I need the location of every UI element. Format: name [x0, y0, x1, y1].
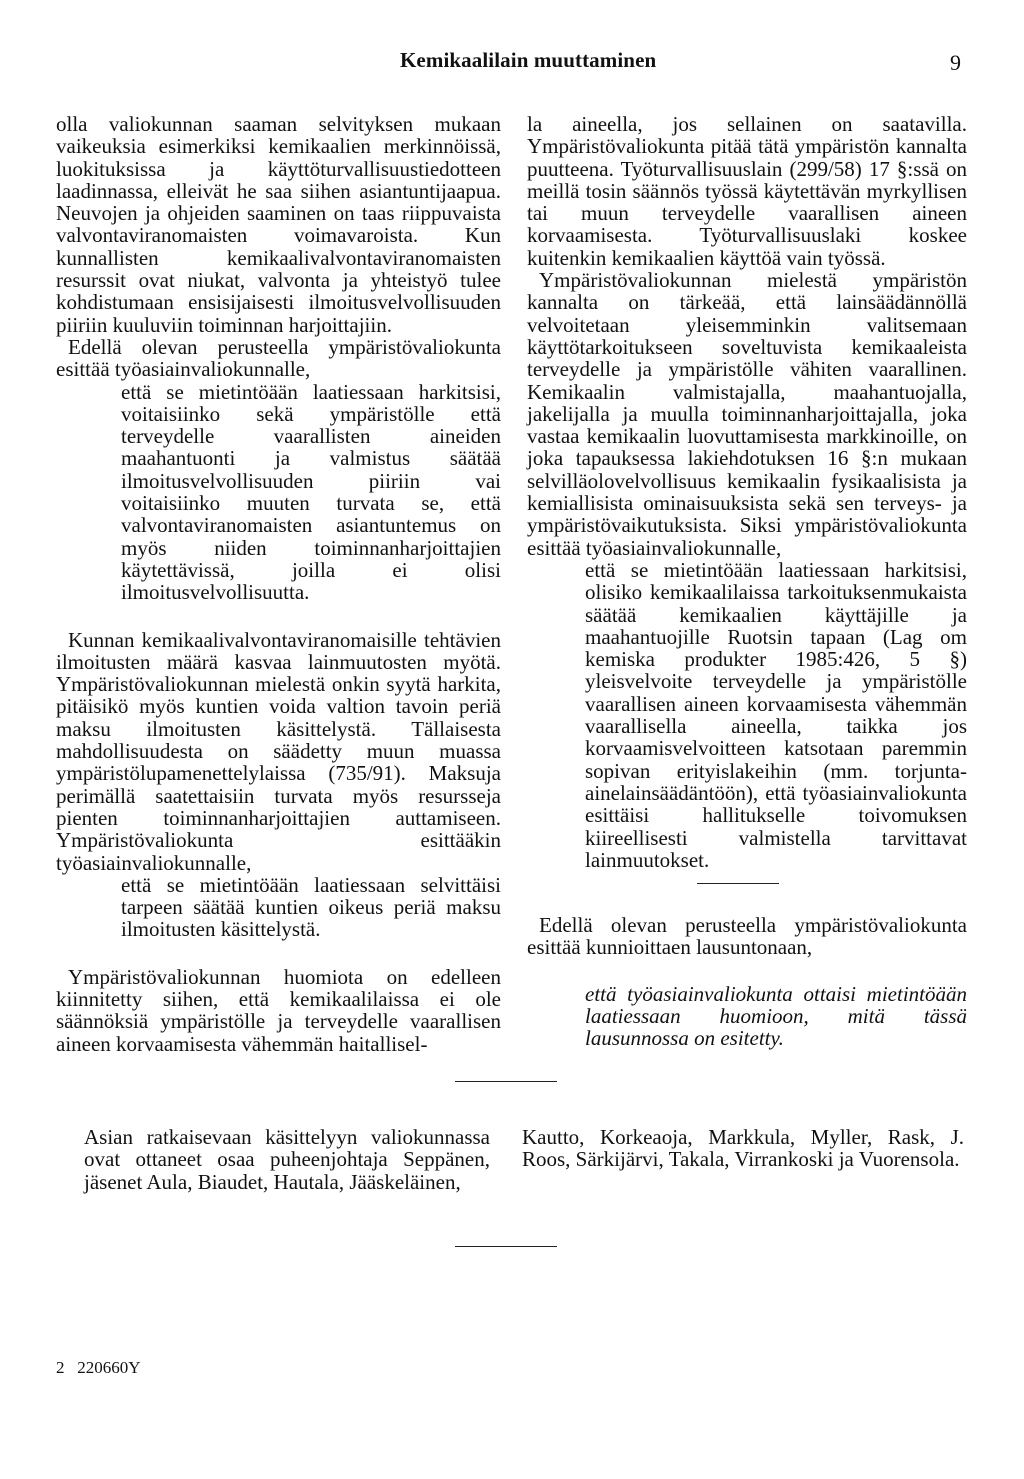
paragraph: Edellä olevan perusteella ympäristövaliokunta esittää työasiainvaliokunnalle,: [56, 334, 501, 382]
paragraph: Ympäristövaliokunnan huomiota on edelleen kiinnitetty siihen, että kemikaalilaissa ei ole säännöksiä ympäristölle ja terveydelle vaarallisen aineen korvaamisesta vähemmän haitallisel-: [56, 964, 501, 1056]
participants-right: Kautto, Korkeaoja, Markkula, Myller, Rask, J. Roos, Särkijärvi, Takala, Virrankoski ja Vuorensola.: [522, 1125, 964, 1172]
page-header: [0, 48, 1024, 78]
statement-paragraph: että työasiainvaliokunta ottaisi mietintöään laatiessaan huomioon, mitä tässä lausunnossa on esitetty.: [585, 981, 967, 1051]
proposal-paragraph: että se mietintöään laatiessaan harkitsisi, voitaisiinko sekä ympäristölle että terveydelle vaarallisten aineiden maahantuonti ja valmistus säätää ilmoitusvelvollisuuden piiriin vai voitaisiinko muuten turvata se, että valvontaviranomaisten asiantuntemus on myös niiden toiminnanharjoittajien käytettävissä, joilla ei olisi ilmoitusvelvollisuutta.: [121, 379, 501, 605]
proposal-paragraph: että se mietintöään laatiessaan selvittäisi tarpeen säätää kuntien oikeus periä maksu ilmoitusten käsittelystä.: [121, 872, 501, 942]
participants-left: Asian ratkaisevaan käsittelyyn valiokunnassa ovat ottaneet osaa puheenjohtaja Seppänen, jäsenet Aula, Biaudet, Hautala, Jääskeläinen,: [84, 1125, 490, 1194]
section-divider: [455, 1081, 557, 1082]
left-column: [56, 113, 501, 1055]
running-title: Kemikaalilain muuttaminen: [400, 48, 657, 72]
end-divider: [455, 1246, 557, 1247]
right-column: [527, 113, 967, 1050]
paragraph: olla valiokunnan saaman selvityksen mukaan vaikeuksia esimerkiksi kemikaalien merkinnöissä, luokituksissa ja käyttöturvallisuustiedotteen laadinnassa, elleivät he saa siihen asiantuntijaapua. Neuvojen ja ohjeiden saaminen on taas riippuvaista valvontaviranomaisten voimavaroista. Kun kunnallisten kemikaalivalvontaviranomaisten resurssit ovat niukat, valvonta ja yhteistyö tulee kohdistumaan ensisijaisesti ilmoitusvelvollisuuden piiriin kuuluviin toiminnan harjoittajiin.: [56, 112, 501, 337]
paragraph: la aineella, jos sellainen on saatavilla. Ympäristövaliokunta pitää tätä ympäristön kannalta puutteena. Työturvallisuuslain (299/58) 17 §:ssä on meillä tosin säännös työssä käytettävän myrkyllisen tai muun terveydelle vaarallisen aineen korvaamisesta. Työturvallisuuslaki koskee kuitenkin kemikaalien käyttöä vain työssä.: [527, 112, 967, 270]
paragraph: Ympäristövaliokunnan mielestä ympäristön kannalta on tärkeää, että lainsäädännöllä velvoitetaan yleisemminkin valitsemaan käyttötarkoitukseen soveltuvista kemikaaleista terveydelle ja ympäristölle vähiten vaarallinen. Kemikaalin valmistajalla, maahantuojalla, jakelijalla ja muulla toiminnanharjoittajalla, joka vastaa kemikaalin luovuttamisesta markkinoille, on joka tapauksessa lakiehdotuksen 16 §:n mukaan selvilläolovelvollisuus kemikaalin fysikaalisista ja kemiallisista ominaisuuksista sekä sen terveys- ja ympäristövaikutuksista. Siksi ympäristövaliokunta esittää työasiainvaliokunnalle,: [527, 268, 967, 560]
paragraph: Edellä olevan perusteella ympäristövaliokunta esittää kunnioittaen lausuntonaan,: [527, 913, 967, 960]
proposal-paragraph: että se mietintöään laatiessaan harkitsisi, olisiko kemikaalilaissa tarkoituksenmukaista säätää kemikaalien käyttäjille ja maahantuojille Ruotsin tapaan (Lag om kemiska produkter 1985:426, 5 §) yleisvelvoite terveydelle ja ympäristölle vaarallisen aineen korvaamisesta vähemmän vaarallisella aineella, taikka jos korvaamisvelvoitteen katsotaan paremmin sopivan erityislakeihin (mm. torjunta-ainelainsäädäntöön), että työasiainvaliokunta esittäisi hallitukselle toivomuksen kiireellisesti valmistella tarvittavat lainmuutokset.: [585, 557, 967, 872]
print-code: 2 220660Y: [56, 1358, 141, 1377]
paragraph: Kunnan kemikaalivalvontaviranomaisille tehtävien ilmoitusten määrä kasvaa lainmuutosten myötä. Ympäristövaliokunnan mielestä onkin syytä harkita, pitäisikö myös kuntien voida valtion tavoin periä maksu ilmoitusten käsittelystä. Tällaisesta mahdollisuudesta on säädetty muun muassa ympäristölupamenettelylaissa (735/91). Maksuja perimällä saatettaisiin turvata myös resursseja pienten toiminnanharjoittajien auttamiseen. Ympäristövaliokunta esittääkin työasiainvaliokunnalle,: [56, 627, 501, 875]
section-divider: [697, 883, 779, 884]
page-number: 9: [950, 50, 961, 75]
